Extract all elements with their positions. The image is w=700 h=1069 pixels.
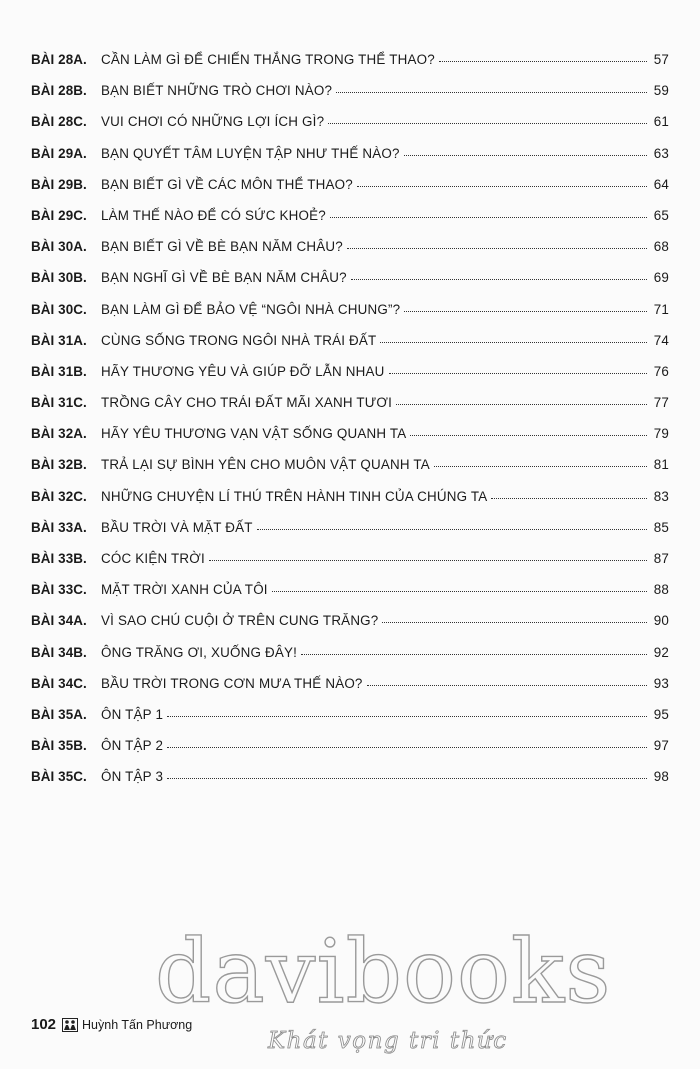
lesson-code: BÀI 33B. <box>31 551 87 566</box>
lesson-page-number: 68 <box>653 239 669 255</box>
lesson-title: ÔN TẬP 3 <box>101 769 164 785</box>
lesson-page-number: 71 <box>653 301 669 317</box>
toc-entry <box>31 395 669 426</box>
lesson-title: NHỮNG CHUYỆN LÍ THÚ TRÊN HÀNH TINH CỦA CHÚNG TA <box>101 488 488 504</box>
toc-entry <box>31 645 669 676</box>
toc-entry <box>31 333 669 364</box>
lesson-page-number: 65 <box>653 207 669 223</box>
watermark-tagline: Khát vọng tri thức <box>268 1028 508 1054</box>
lesson-page-number: 64 <box>653 176 669 192</box>
dot-leader <box>301 654 647 655</box>
lesson-title: MẶT TRỜI XANH CỦA TÔI <box>101 582 268 598</box>
dot-leader <box>382 622 647 623</box>
author-name: Huỳnh Tấn Phương <box>82 1017 193 1032</box>
lesson-title: BẠN BIẾT GÌ VỀ CÁC MÔN THỂ THAO? <box>101 176 353 192</box>
lesson-title: CÙNG SỐNG TRONG NGÔI NHÀ TRÁI ĐẤT <box>101 332 377 348</box>
table-of-contents <box>31 52 669 801</box>
lesson-code: BÀI 29B. <box>31 176 87 192</box>
lesson-code: BÀI 32B. <box>31 457 87 473</box>
lesson-code: BÀI 34B. <box>31 644 87 660</box>
lesson-title: VUI CHƠI CÓ NHỮNG LỢI ÍCH GÌ? <box>101 114 325 130</box>
page-footer <box>31 1016 192 1033</box>
lesson-title: BẦU TRỜI VÀ MẶT ĐẤT <box>101 519 253 535</box>
toc-entry <box>31 769 669 800</box>
toc-entry <box>31 302 669 333</box>
lesson-title: ÔN TẬP 2 <box>101 738 164 754</box>
lesson-page-number: 88 <box>653 582 669 598</box>
lesson-title: BẠN LÀM GÌ ĐỂ BẢO VỆ “NGÔI NHÀ CHUNG”? <box>101 301 401 317</box>
dot-leader <box>209 560 647 561</box>
lesson-code: BÀI 31C. <box>31 395 87 411</box>
toc-entry <box>31 613 669 644</box>
dot-leader <box>257 529 647 530</box>
dot-leader <box>272 591 647 592</box>
lesson-code: BÀI 32C. <box>31 488 87 504</box>
dot-leader <box>439 61 647 62</box>
lesson-title: BẠN BIẾT GÌ VỀ BÈ BẠN NĂM CHÂU? <box>101 239 343 255</box>
dot-leader <box>336 92 647 93</box>
lesson-code: BÀI 35A. <box>31 706 87 722</box>
lesson-page-number: 95 <box>653 706 669 722</box>
dot-leader <box>389 373 647 374</box>
lesson-code: BÀI 30A. <box>31 239 87 255</box>
dot-leader <box>167 747 647 748</box>
toc-entry <box>31 146 669 177</box>
lesson-title: ÔNG TRĂNG ƠI, XUỐNG ĐÂY! <box>101 644 298 660</box>
toc-entry <box>31 520 669 551</box>
toc-entry <box>31 489 669 520</box>
toc-entry <box>31 208 669 239</box>
dot-leader <box>404 311 647 312</box>
toc-entry <box>31 177 669 208</box>
lesson-title: LÀM THẾ NÀO ĐỂ CÓ SỨC KHOẺ? <box>101 207 326 223</box>
dot-leader <box>396 404 647 405</box>
lesson-page-number: 57 <box>653 52 669 67</box>
toc-entry <box>31 707 669 738</box>
dot-leader <box>357 186 647 187</box>
lesson-title: BẦU TRỜI TRONG CƠN MƯA THẾ NÀO? <box>101 675 363 691</box>
toc-entry <box>31 270 669 301</box>
toc-entry <box>31 551 669 582</box>
lesson-page-number: 90 <box>653 613 669 629</box>
lesson-page-number: 59 <box>653 83 669 99</box>
dot-leader <box>351 279 647 280</box>
lesson-page-number: 97 <box>653 738 669 754</box>
dot-leader <box>347 248 647 249</box>
dot-leader <box>404 155 647 156</box>
toc-entry <box>31 83 669 114</box>
dot-leader <box>330 217 647 218</box>
lesson-page-number: 93 <box>653 675 669 691</box>
toc-entry <box>31 364 669 395</box>
lesson-title: TRẢ LẠI SỰ BÌNH YÊN CHO MUÔN VẬT QUANH TA <box>101 457 430 473</box>
lesson-page-number: 81 <box>653 457 669 473</box>
lesson-page-number: 69 <box>653 270 669 286</box>
lesson-title: BẠN QUYẾT TÂM LUYỆN TẬP NHƯ THẾ NÀO? <box>101 145 400 161</box>
dot-leader <box>491 498 647 499</box>
page-number: 102 <box>31 1016 57 1033</box>
lesson-code: BÀI 34A. <box>31 613 87 629</box>
lesson-code: BÀI 34C. <box>31 675 87 691</box>
watermark-brand: davibooks <box>155 920 612 1023</box>
lesson-code: BÀI 30B. <box>31 270 87 286</box>
lesson-title: HÃY YÊU THƯƠNG VẠN VẬT SỐNG QUANH TA <box>101 426 407 442</box>
dot-leader <box>328 123 647 124</box>
lesson-page-number: 87 <box>653 551 669 566</box>
lesson-code: BÀI 28C. <box>31 114 87 130</box>
lesson-title: TRỒNG CÂY CHO TRÁI ĐẤT MÃI XANH TƯƠI <box>101 395 393 411</box>
lesson-code: BÀI 35B. <box>31 738 87 754</box>
lesson-code: BÀI 28A. <box>31 52 87 67</box>
toc-entry <box>31 114 669 145</box>
lesson-code: BÀI 31B. <box>31 363 87 379</box>
lesson-page-number: 61 <box>653 114 669 130</box>
lesson-title: VÌ SAO CHÚ CUỘI Ở TRÊN CUNG TRĂNG? <box>101 613 379 629</box>
lesson-title: CẦN LÀM GÌ ĐỂ CHIẾN THẮNG TRONG THỂ THAO? <box>101 52 435 67</box>
lesson-title: HÃY THƯƠNG YÊU VÀ GIÚP ĐỠ LẪN NHAU <box>101 363 385 379</box>
lesson-code: BÀI 31A. <box>31 332 87 348</box>
lesson-page-number: 83 <box>653 488 669 504</box>
people-figure-icon <box>62 1018 78 1032</box>
toc-entry <box>31 457 669 488</box>
dot-leader <box>167 716 647 717</box>
lesson-code: BÀI 29C. <box>31 207 87 223</box>
toc-entry <box>31 676 669 707</box>
lesson-page-number: 77 <box>653 395 669 411</box>
lesson-code: BÀI 29A. <box>31 145 87 161</box>
lesson-page-number: 74 <box>653 332 669 348</box>
toc-entry <box>31 426 669 457</box>
lesson-title: ÔN TẬP 1 <box>101 706 164 722</box>
lesson-title: BẠN BIẾT NHỮNG TRÒ CHƠI NÀO? <box>101 83 333 99</box>
lesson-page-number: 92 <box>653 644 669 660</box>
dot-leader <box>380 342 647 343</box>
lesson-page-number: 85 <box>653 519 669 535</box>
lesson-code: BÀI 35C. <box>31 769 87 785</box>
toc-entry <box>31 52 669 83</box>
lesson-page-number: 98 <box>653 769 669 785</box>
lesson-page-number: 79 <box>653 426 669 442</box>
lesson-title: BẠN NGHĨ GÌ VỀ BÈ BẠN NĂM CHÂU? <box>101 270 347 286</box>
lesson-code: BÀI 28B. <box>31 83 87 99</box>
lesson-title: CÓC KIỆN TRỜI <box>101 551 205 566</box>
dot-leader <box>167 778 647 779</box>
lesson-code: BÀI 33C. <box>31 582 87 598</box>
dot-leader <box>367 685 647 686</box>
dot-leader <box>434 466 647 467</box>
dot-leader <box>410 435 647 436</box>
lesson-code: BÀI 30C. <box>31 301 87 317</box>
lesson-page-number: 63 <box>653 145 669 161</box>
toc-entry <box>31 239 669 270</box>
lesson-page-number: 76 <box>653 363 669 379</box>
lesson-code: BÀI 33A. <box>31 519 87 535</box>
toc-entry <box>31 582 669 613</box>
lesson-code: BÀI 32A. <box>31 426 87 442</box>
toc-entry <box>31 738 669 769</box>
